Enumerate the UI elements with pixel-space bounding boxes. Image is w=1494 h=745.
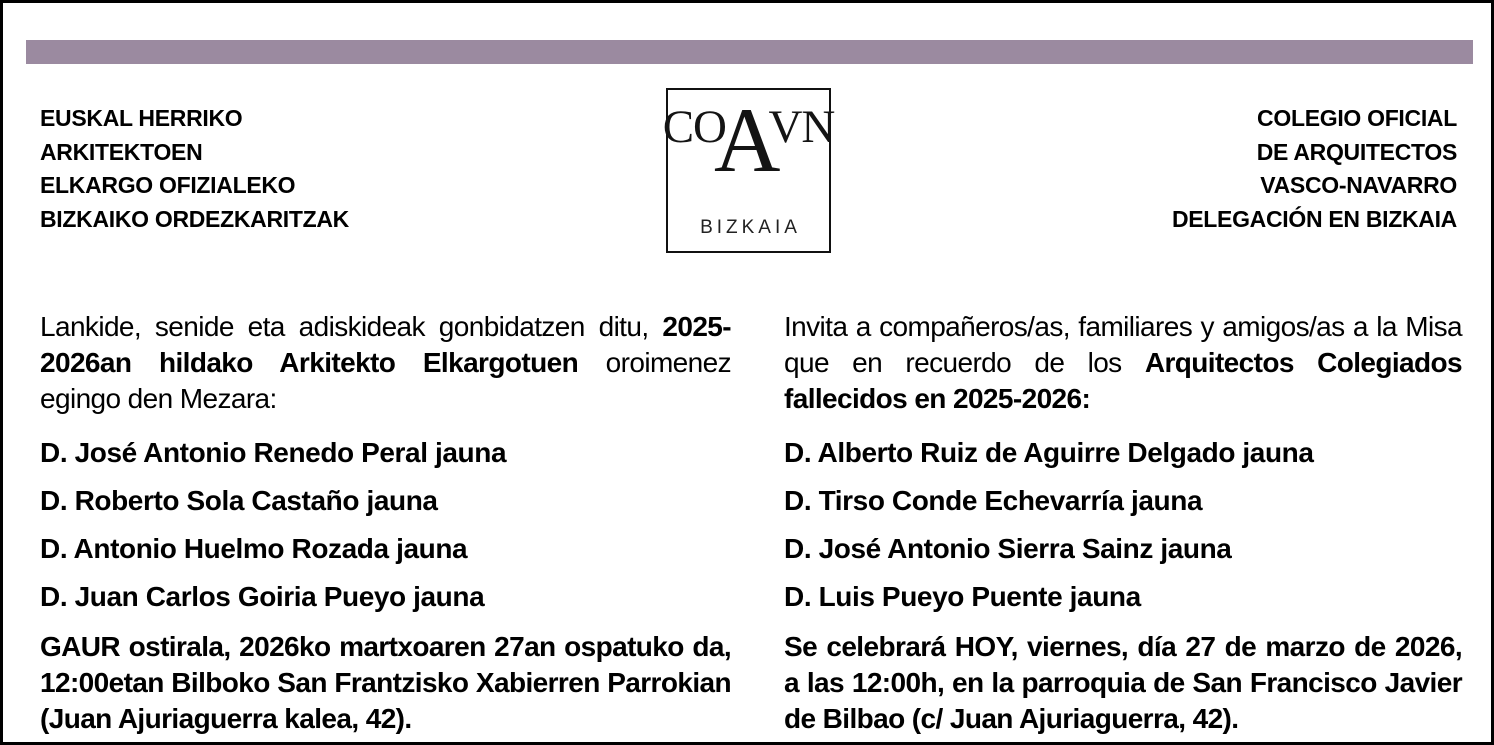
org-name-line: COLEGIO OFICIAL: [1257, 105, 1457, 131]
coavn-wordmark: [662, 89, 835, 191]
org-name-spanish: [1172, 102, 1457, 236]
org-name-line: DELEGACIÓN EN BIZKAIA: [1171, 205, 1457, 232]
org-name-line: ARKITEKTOEN: [40, 138, 203, 165]
coavn-logo-box: [662, 88, 835, 253]
intro-text: oroimenez egingo den Mezara:: [40, 347, 731, 414]
top-accent-bar: [26, 40, 1473, 64]
logo-letters-co: CO: [662, 101, 726, 153]
deceased-names-list-basque: [40, 429, 731, 621]
logo-caption-bizkaia: BIZKAIA: [700, 217, 801, 238]
deceased-name: D. José Antonio Renedo Peral jauna: [40, 437, 507, 468]
event-details-spanish: Se celebrará HOY, viernes, día 27 de marzo de 2026, a las 12:00h, en la parroquia de San Francisco Javier de Bilbao (c/ Juan Ajuriaguerra, 42).: [784, 631, 1462, 734]
invitation-intro-spanish: [784, 309, 1462, 417]
intro-text: Lankide, senide eta adiskideak gonbidatzen ditu,: [40, 311, 663, 342]
invitation-intro-basque: [40, 309, 731, 417]
logo-letters-vn: VN: [768, 101, 835, 153]
org-name-line: BIZKAIKO ORDEZKARITZAK: [40, 205, 349, 232]
deceased-name: D. José Antonio Sierra Sainz jauna: [784, 533, 1232, 564]
intro-bold-text: Arquitectos Colegiados fallecidos en 2025-2026:: [784, 347, 1463, 414]
deceased-name: D. Juan Carlos Goiria Pueyo jauna: [40, 581, 485, 612]
deceased-name: D. Luis Pueyo Puente jauna: [784, 581, 1141, 612]
org-name-line: VASCO-NAVARRO: [1260, 172, 1457, 198]
deceased-name: D. Alberto Ruiz de Aguirre Delgado jauna: [784, 437, 1314, 468]
invitation-column-spanish: [784, 309, 1462, 737]
deceased-name: D. Tirso Conde Echevarría jauna: [784, 485, 1203, 516]
intro-bold-text: 2025-2026an hildako Arkitekto Elkargotuen: [40, 311, 731, 378]
org-name-line: ELKARGO OFIZIALEKO: [40, 172, 296, 198]
deceased-name: D. Roberto Sola Castaño jauna: [40, 485, 438, 516]
invitation-column-basque: [40, 309, 731, 737]
deceased-names-list-spanish: [784, 429, 1462, 621]
org-name-line: EUSKAL HERRIKO: [40, 105, 243, 131]
org-name-basque: [40, 102, 349, 236]
logo-letter-a: A: [713, 89, 781, 191]
deceased-name: D. Antonio Huelmo Rozada jauna: [40, 533, 468, 564]
intro-text: Invita a compañeros/as, familiares y amigos/as a la Misa que en recuerdo de los: [784, 311, 1462, 378]
event-details-basque: GAUR ostirala, 2026ko martxoaren 27an ospatuko da, 12:00etan Bilboko San Frantzisko Xabierren Parrokian (Juan Ajuriaguerra kalea, 42).: [40, 631, 731, 734]
org-name-line: DE ARQUITECTOS: [1256, 138, 1457, 165]
